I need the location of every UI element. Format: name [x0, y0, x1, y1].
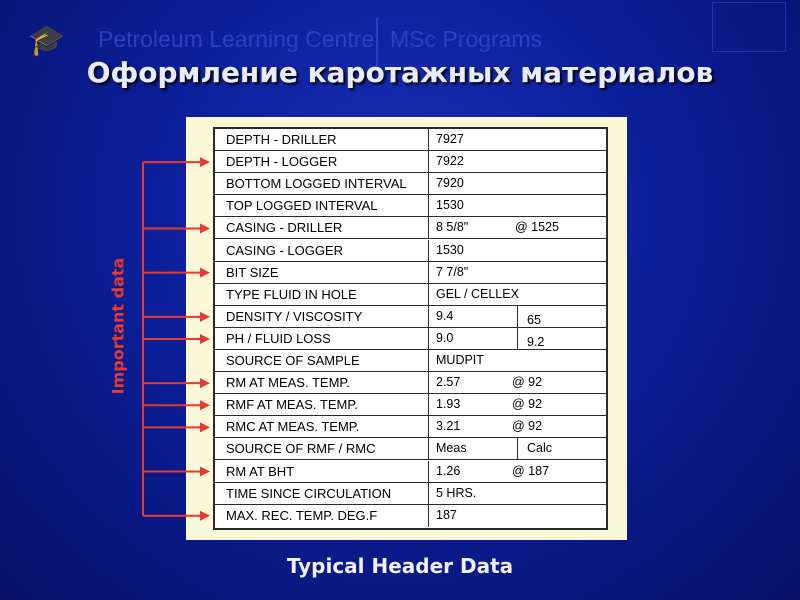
row-value: GEL / CELLEX — [436, 286, 519, 301]
row-label: MAX. REC. TEMP. DEG.F — [226, 507, 378, 523]
slide-title: Оформление каротажных материалов — [86, 56, 714, 89]
column-divider — [428, 350, 429, 371]
table-row — [215, 262, 606, 284]
row-value: Meas — [436, 441, 467, 456]
row-label: BIT SIZE — [226, 264, 279, 280]
table-row — [215, 195, 606, 217]
table-row — [215, 372, 606, 394]
row-value: 7922 — [436, 154, 464, 169]
row-value: 3.21 — [436, 419, 461, 434]
row-aux-value: @ 1525 — [515, 220, 559, 235]
table-row — [215, 438, 606, 460]
row-aux-value: @ 92 — [512, 375, 543, 390]
row-label: DEPTH - LOGGER — [226, 154, 338, 170]
row-value: 1530 — [436, 242, 464, 257]
table-row — [215, 505, 606, 527]
row-value: 1.93 — [436, 397, 461, 412]
row-label: RM AT MEAS. TEMP. — [226, 375, 351, 391]
row-label: BOTTOM LOGGED INTERVAL — [226, 176, 407, 192]
row-aux-value: @ 187 — [512, 463, 550, 478]
important-data-label: Important data — [108, 257, 128, 395]
row-side-value: Calc — [527, 441, 553, 456]
column-divider — [428, 217, 429, 238]
column-divider — [428, 505, 429, 527]
table-row — [215, 306, 606, 328]
column-divider — [428, 328, 429, 349]
side-cell-divider — [517, 328, 518, 349]
table-row — [215, 350, 606, 372]
table-row — [215, 461, 606, 483]
column-divider — [428, 438, 429, 459]
row-label: SOURCE OF SAMPLE — [226, 353, 360, 368]
column-divider — [428, 394, 429, 415]
table-row — [215, 416, 606, 438]
row-label: TIME SINCE CIRCULATION — [226, 485, 392, 501]
graduation-cap-icon: 🎓 — [28, 23, 66, 58]
column-divider — [428, 195, 429, 216]
column-divider — [428, 461, 429, 482]
table-row — [215, 129, 606, 151]
row-aux-value: @ 92 — [512, 397, 543, 412]
column-divider — [428, 262, 429, 283]
row-label: TYPE FLUID IN HOLE — [226, 286, 357, 302]
row-value: 9.0 — [436, 330, 454, 345]
row-side-value: 65 — [527, 312, 541, 327]
row-label: DENSITY / VISCOSITY — [226, 308, 363, 324]
figure-caption: Typical Header Data — [286, 554, 514, 578]
table-row — [215, 151, 606, 173]
row-value: 1.26 — [436, 463, 461, 478]
table-row — [215, 284, 606, 306]
row-side-value: 9.2 — [527, 334, 545, 349]
row-label: RM AT BHT — [226, 463, 295, 479]
row-label: TOP LOGGED INTERVAL — [226, 198, 378, 214]
table-row — [215, 217, 606, 239]
column-divider — [428, 372, 429, 393]
column-divider — [428, 483, 429, 504]
header-data-table — [213, 127, 608, 530]
row-value: MUDPIT — [436, 353, 484, 367]
logo-program-name: MSc Programs — [390, 26, 543, 52]
row-label: CASING - LOGGER — [226, 242, 344, 258]
column-divider — [428, 240, 429, 261]
side-cell-divider — [517, 438, 518, 459]
row-value: 7 7/8" — [436, 264, 469, 279]
table-row — [215, 483, 606, 505]
column-divider — [428, 129, 429, 150]
row-label: SOURCE OF RMF / RMC — [226, 441, 376, 457]
logo-org-name: Petroleum Learning Centre — [98, 26, 375, 52]
column-divider — [428, 306, 429, 327]
row-value: 2.57 — [436, 375, 461, 390]
row-value: 7920 — [436, 176, 464, 191]
row-value: 1530 — [436, 198, 464, 213]
row-label: CASING - DRILLER — [226, 220, 343, 236]
table-row — [215, 394, 606, 416]
row-value: 187 — [436, 507, 457, 522]
row-label: RMC AT MEAS. TEMP. — [226, 419, 360, 435]
table-row — [215, 240, 606, 262]
row-label: RMF AT MEAS. TEMP. — [226, 397, 358, 413]
column-divider — [428, 151, 429, 172]
row-value: 8 5/8" — [436, 220, 469, 235]
table-row — [215, 328, 606, 350]
row-aux-value: @ 92 — [512, 419, 543, 434]
column-divider — [428, 173, 429, 194]
table-row — [215, 173, 606, 195]
row-value: 7927 — [436, 132, 464, 146]
row-value: 9.4 — [436, 308, 454, 323]
row-label: DEPTH - DRILLER — [226, 132, 337, 147]
row-label: PH / FLUID LOSS — [226, 330, 331, 346]
side-cell-divider — [517, 306, 518, 327]
column-divider — [428, 284, 429, 305]
row-value: 5 HRS. — [436, 485, 477, 500]
column-divider — [428, 416, 429, 437]
university-crest-icon — [712, 2, 786, 52]
